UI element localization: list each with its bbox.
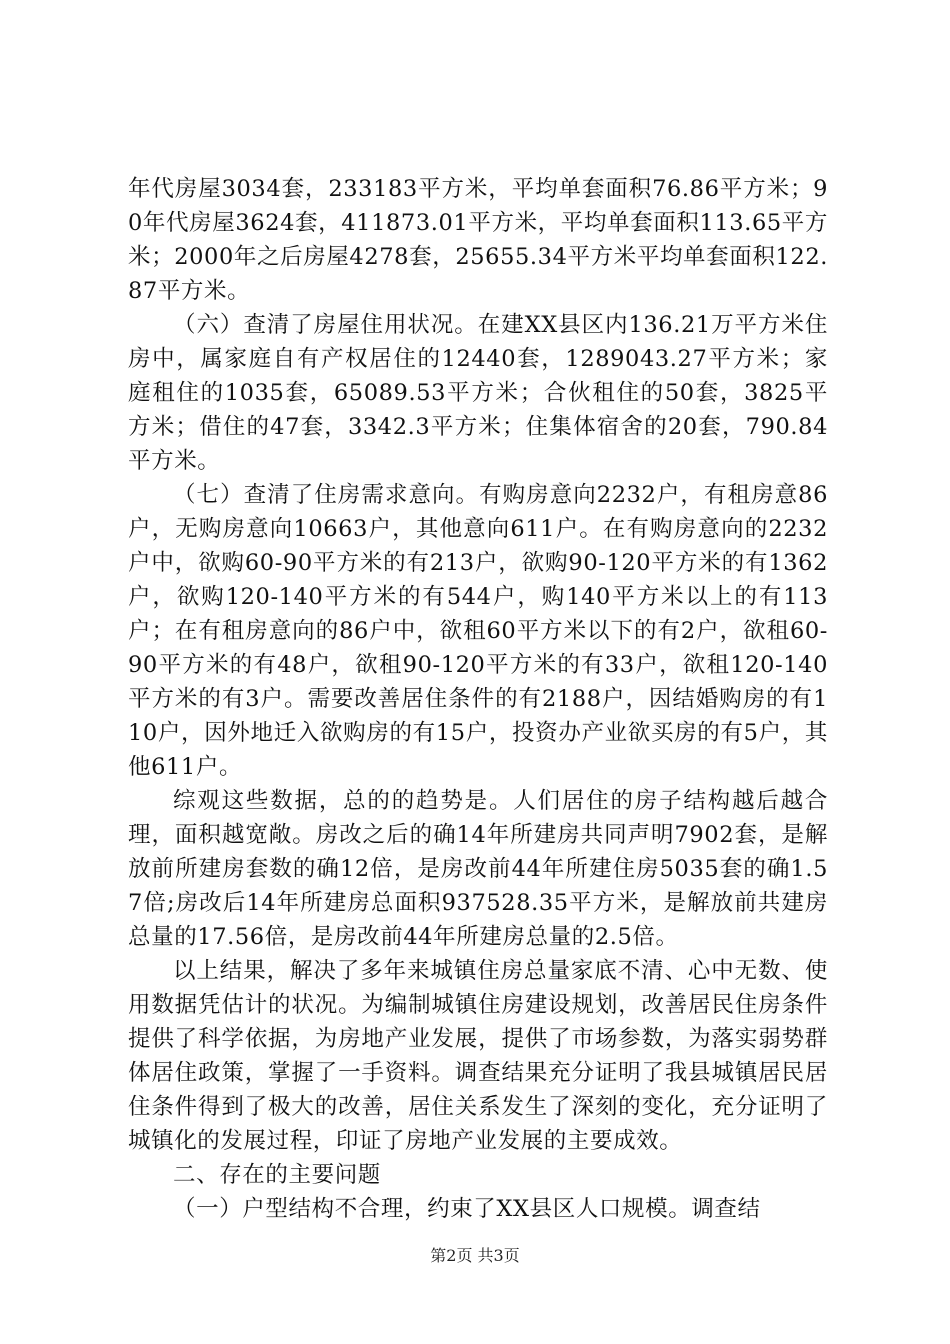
paragraph-housing-by-decade: 年代房屋3034套，233183平方米，平均单套面积76.86平方米；90年代房屋3624套，411873.01平方米，平均单套面积113.65平方米；2000年之后房屋4278套，25655.34平方米平均单套面积122.87平方米。: [128, 176, 828, 304]
section-heading: 二、存在的主要问题: [173, 1162, 381, 1188]
paragraph-occupancy-status: （六）查清了房屋住用状况。在建XX县区内136.21万平方米住房中，属家庭自有产权居住的12440套，1289043.27平方米；家庭租住的1035套，65089.53平方米；合伙租住的50套，3825平方米；借住的47套，3342.3平方米；住集体宿舍的20套，790.84平方米。: [128, 312, 828, 474]
page-footer: 第2页 共3页: [430, 1246, 520, 1265]
paragraph-trend-summary: 综观这些数据，总的的趋势是。人们居住的房子结构越后越合理，面积越宽敞。房改之后的确14年所建房共同声明7902套，是解放前所建房套数的确12倍，是房改前44年所建住房5035套的确1.57倍;房改后14年所建房总面积937528.35平方米，是解放前共建房总量的17.56倍，是房改前44年所建房总量的2.5倍。: [128, 788, 828, 950]
document-body: [128, 172, 828, 1226]
paragraph-problem-one: （一）户型结构不合理，约束了XX县区人口规模。调查结: [173, 1196, 761, 1222]
paragraph-demand-intention: （七）查清了住房需求意向。有购房意向2232户，有租房意86户，无购房意向10663户，其他意向611户。在有购房意向的2232户中，欲购60-90平方米的有213户，欲购90-120平方米的有1362户，欲购120-140平方米的有544户，购140平方米以上的有113户；在有租房意向的86户中，欲租60平方米以下的有2户，欲租60-90平方米的有48户，欲租90-120平方米的有33户，欲租120-140平方米的有3户。需要改善居住条件的有2188户，因结婚购房的有110户，因外地迁入欲购房的有15户，投资办产业欲买房的有5户，其他611户。: [128, 482, 828, 780]
paragraph-conclusion: 以上结果，解决了多年来城镇住房总量家底不清、心中无数、使用数据凭估计的状况。为编制城镇住房建设规划，改善居民住房条件提供了科学依据，为房地产业发展，提供了市场参数，为落实弱势群体居住政策，掌握了一手资料。调查结果充分证明了我县城镇居民居住条件得到了极大的改善，居住关系发生了深刻的变化，充分证明了城镇化的发展过程，印证了房地产业发展的主要成效。: [128, 958, 828, 1154]
